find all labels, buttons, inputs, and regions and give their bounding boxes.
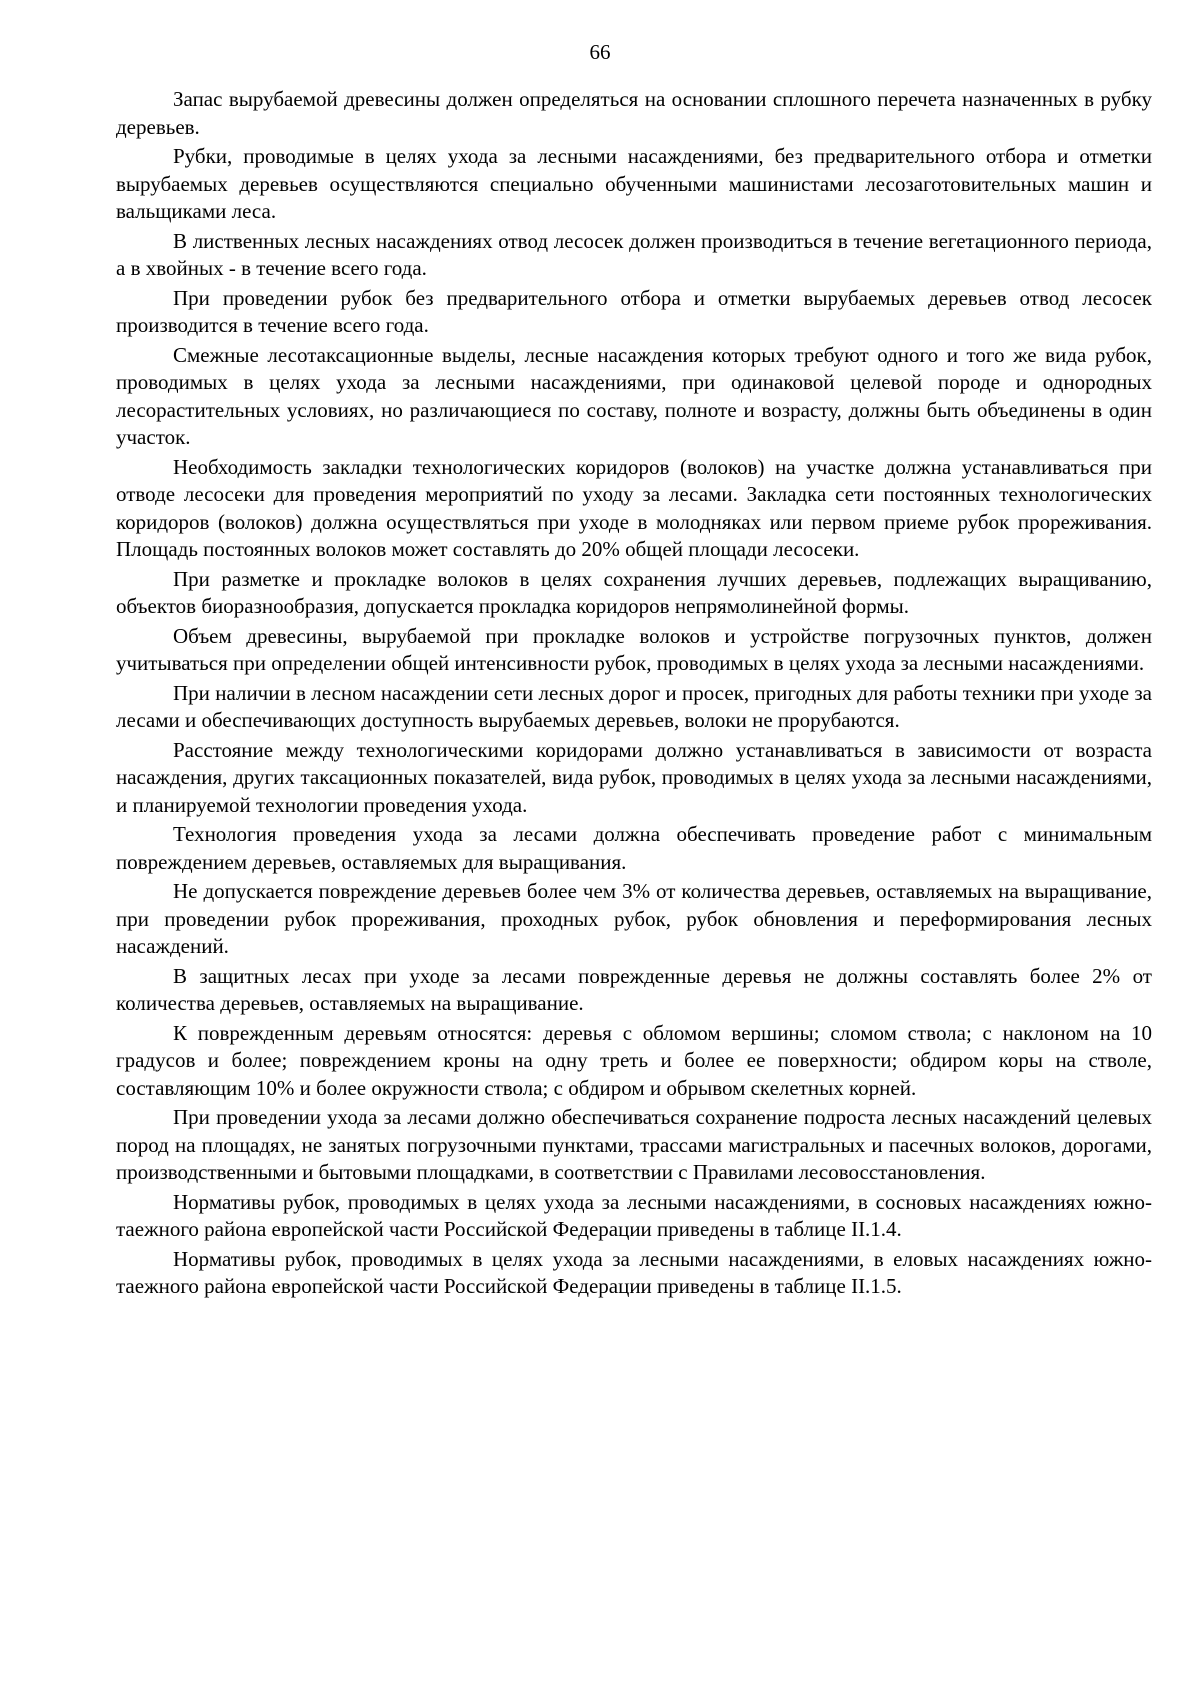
paragraph-4: При проведении рубок без предварительного отбора и отметки вырубаемых деревьев отвод лесосек производится в течение всего года. xyxy=(116,285,1152,337)
paragraph-11: Технология проведения ухода за лесами должна обеспечивать проведение работ с минимальным повреждением деревьев, оставляемых для выращивания. xyxy=(116,822,1152,874)
paragraph-6: Необходимость закладки технологических коридоров (волоков) на участке должна устанавливаться при отводе лесосеки для проведения мероприятий по уходу за лесами. Закладка сети постоянных технологических коридоров (волоков) должна осуществляться при уходе в молодняках или первом приеме рубок прореживания. Площадь постоянных волоков может составлять до 20% общей площади лесосеки. xyxy=(116,454,1152,561)
paragraph-13: В защитных лесах при уходе за лесами поврежденные деревья не должны составлять более 2% от количества деревьев, оставляемых на выращивание. xyxy=(116,963,1152,1015)
paragraph-9: При наличии в лесном насаждении сети лесных дорог и просек, пригодных для работы техники при уходе за лесами и обеспечивающих доступность вырубаемых деревьев, волоки не прорубаются. xyxy=(116,680,1152,732)
paragraph-16: Нормативы рубок, проводимых в целях ухода за лесными насаждениями, в сосновых насаждениях южно-таежного района европейской части Российской Федерации приведены в таблице II.1.4. xyxy=(116,1189,1152,1241)
paragraph-7: При разметке и прокладке волоков в целях сохранения лучших деревьев, подлежащих выращиванию, объектов биоразнообразия, допускается прокладка коридоров непрямолинейной формы. xyxy=(116,566,1152,618)
paragraph-5: Смежные лесотаксационные выделы, лесные насаждения которых требуют одного и того же вида рубок, проводимых в целях ухода за лесными насаждениями, при одинаковой целевой породе и однородных лесорастительных условиях, но различающиеся по составу, полноте и возрасту, должны быть объединены в один участок. xyxy=(116,342,1152,449)
paragraph-3: В лиственных лесных насаждениях отвод лесосек должен производиться в течение вегетационного периода, а в хвойных - в течение всего года. xyxy=(116,228,1152,280)
paragraph-8: Объем древесины, вырубаемой при прокладке волоков и устройстве погрузочных пунктов, должен учитываться при определении общей интенсивности рубок, проводимых в целях ухода за лесными насаждениями. xyxy=(116,623,1152,675)
paragraph-2: Рубки, проводимые в целях ухода за лесными насаждениями, без предварительного отбора и отметки вырубаемых деревьев осуществляются специально обученными машинистами лесозаготовительных машин и вальщиками леса. xyxy=(116,144,1152,223)
paragraph-17: Нормативы рубок, проводимых в целях ухода за лесными насаждениями, в еловых насаждениях южно-таежного района европейской части Российской Федерации приведены в таблице II.1.5. xyxy=(116,1246,1152,1298)
page-number: 66 xyxy=(589,40,611,64)
paragraph-12: Не допускается повреждение деревьев более чем 3% от количества деревьев, оставляемых на выращивание, при проведении рубок прореживания, проходных рубок, рубок обновления и переформирования лесных насаждений. xyxy=(116,879,1152,958)
paragraph-10: Расстояние между технологическими коридорами должно устанавливаться в зависимости от возраста насаждения, других таксационных показателей, вида рубок, проводимых в целях ухода за лесными насаждениями, и планируемой технологии проведения ухода. xyxy=(116,737,1152,817)
paragraph-14: К поврежденным деревьям относятся: деревья с обломом вершины; сломом ствола; с наклоном на 10 градусов и более; повреждением кроны на одну треть и более ее поверхности; обдиром коры на стволе, составляющим 10% и более окружности ствола; с обдиром и обрывом скелетных корней. xyxy=(116,1020,1152,1100)
document-body xyxy=(116,86,1152,1303)
paragraph-15: При проведении ухода за лесами должно обеспечиваться сохранение подроста лесных насаждений целевых пород на площадях, не занятых погрузочными пунктами, трассами магистральных и пасечных волоков, дорогами, производственными и бытовыми площадками, в соответствии с Правилами лесовосстановления. xyxy=(116,1105,1152,1184)
paragraph-1: Запас вырубаемой древесины должен определяться на основании сплошного перечета назначенных в рубку деревьев. xyxy=(116,87,1152,139)
